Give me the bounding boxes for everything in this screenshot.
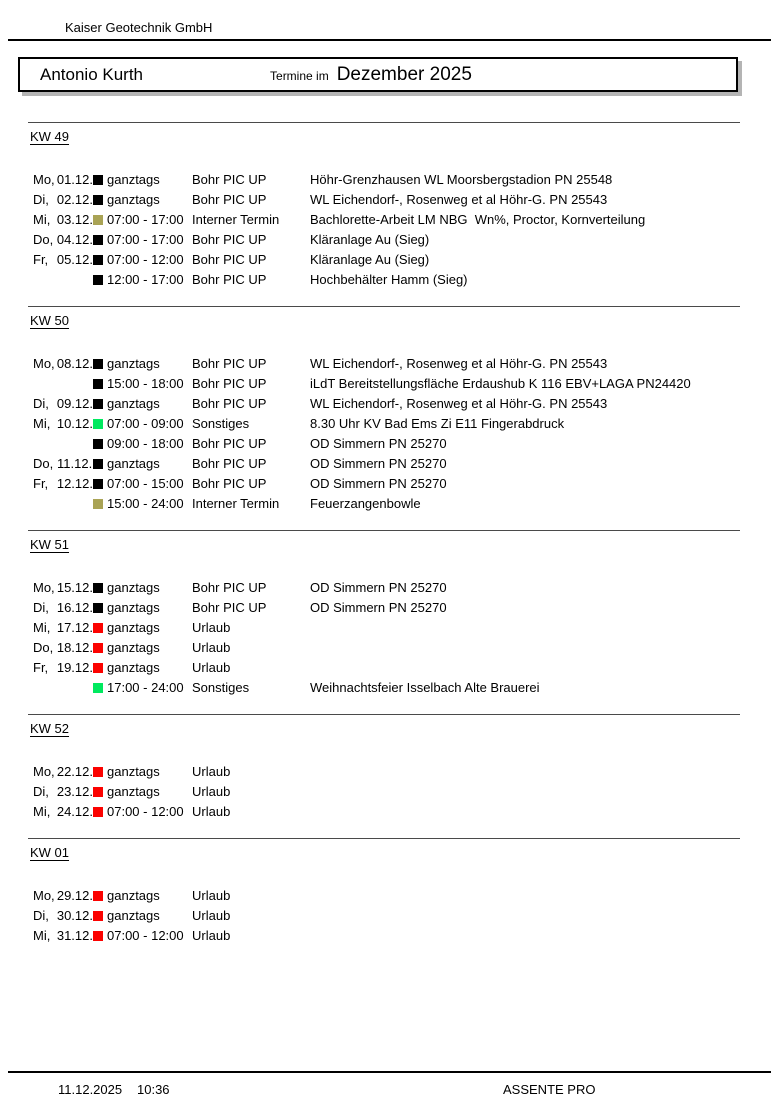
event-date: 30.12. [56, 908, 93, 923]
event-time: 07:00 - 15:00 [107, 476, 184, 491]
section-rule [28, 122, 740, 123]
event-row [0, 374, 780, 394]
event-description: OD Simmern PN 25270 [310, 600, 447, 615]
event-day [33, 474, 93, 494]
event-color-square [93, 499, 103, 509]
event-description: OD Simmern PN 25270 [310, 436, 447, 451]
event-day-abbr: Di, [33, 784, 49, 799]
event-category: Sonstiges [192, 416, 250, 431]
event-time: ganztags [107, 600, 160, 615]
week-label: KW 51 [30, 537, 70, 552]
event-description: OD Simmern PN 25270 [310, 456, 447, 471]
week-section [0, 122, 780, 290]
event-day-abbr: Fr, [33, 660, 49, 675]
event-row [0, 270, 780, 290]
event-row [0, 782, 780, 802]
company-name: Kaiser Geotechnik GmbH [65, 20, 213, 35]
event-day [33, 354, 93, 374]
event-day-abbr: Do, [33, 232, 54, 247]
footer-app-name: ASSENTE PRO [503, 1082, 596, 1097]
event-color-square [93, 379, 103, 389]
event-day [33, 190, 93, 210]
event-date: 17.12. [56, 620, 93, 635]
event-color-square [93, 419, 103, 429]
event-row [0, 354, 780, 374]
event-day [33, 170, 93, 190]
event-color-square [93, 683, 103, 693]
event-color-square [93, 931, 103, 941]
event-row [0, 190, 780, 210]
event-day [33, 782, 93, 802]
event-date: 12.12. [56, 476, 93, 491]
event-description: WL Eichendorf-, Rosenweg et al Höhr-G. PN 25543 [310, 192, 608, 207]
event-color-square [93, 439, 103, 449]
event-color-square [93, 215, 103, 225]
title-box [18, 57, 738, 92]
event-date: 11.12. [57, 456, 93, 471]
event-color-square [93, 603, 103, 613]
section-rows [0, 354, 780, 514]
event-day-abbr: Di, [33, 600, 49, 615]
event-category: Bohr PIC UP [192, 192, 267, 207]
event-time: ganztags [107, 192, 160, 207]
event-time: ganztags [107, 888, 160, 903]
event-day [33, 250, 93, 270]
event-color-square [93, 359, 103, 369]
event-day-abbr: Mo, [33, 888, 55, 903]
event-time: 07:00 - 12:00 [107, 252, 184, 267]
event-date: 10.12. [56, 416, 93, 431]
event-category: Sonstiges [192, 680, 250, 695]
event-day-abbr: Do, [33, 640, 54, 655]
event-time: 15:00 - 24:00 [107, 496, 184, 511]
event-time: ganztags [107, 396, 160, 411]
event-row [0, 434, 780, 454]
event-row [0, 886, 780, 906]
event-day-abbr: Di, [33, 396, 49, 411]
event-date: 19.12. [56, 660, 93, 675]
event-row [0, 474, 780, 494]
event-color-square [93, 583, 103, 593]
event-row [0, 658, 780, 678]
event-day [33, 578, 93, 598]
event-row [0, 250, 780, 270]
event-color-square [93, 643, 103, 653]
event-time: ganztags [107, 356, 160, 371]
event-description: Weihnachtsfeier Isselbach Alte Brauerei [310, 680, 540, 695]
event-date: 29.12. [56, 888, 93, 903]
event-row [0, 394, 780, 414]
week-label: KW 49 [30, 129, 70, 144]
event-time: ganztags [107, 172, 160, 187]
event-category: Bohr PIC UP [192, 456, 267, 471]
event-category: Bohr PIC UP [192, 376, 267, 391]
event-day [33, 618, 93, 638]
event-day [33, 598, 93, 618]
event-date: 24.12. [56, 804, 93, 819]
event-date: 22.12. [56, 764, 93, 779]
event-time: 17:00 - 24:00 [107, 680, 184, 695]
week-section [0, 838, 780, 946]
event-color-square [93, 891, 103, 901]
event-description: Bachlorette-Arbeit LM NBG Wn%, Proctor, Kornverteilung [310, 212, 646, 227]
event-time: ganztags [107, 764, 160, 779]
event-row [0, 678, 780, 698]
event-category: Urlaub [192, 908, 231, 923]
event-day [33, 802, 93, 822]
event-date: 02.12. [56, 192, 93, 207]
section-rows [0, 170, 780, 290]
event-day [33, 658, 93, 678]
event-row [0, 906, 780, 926]
event-time: ganztags [107, 640, 160, 655]
section-rows [0, 762, 780, 822]
event-category: Bohr PIC UP [192, 600, 267, 615]
event-color-square [93, 275, 103, 285]
event-category: Urlaub [192, 640, 231, 655]
event-category: Bohr PIC UP [192, 476, 267, 491]
event-description: iLdT Bereitstellungsfläche Erdaushub K 116 EBV+LAGA PN24420 [310, 376, 691, 391]
event-date: 09.12. [56, 396, 93, 411]
event-row [0, 170, 780, 190]
event-time: ganztags [107, 784, 160, 799]
event-description: OD Simmern PN 25270 [310, 580, 447, 595]
event-time: 07:00 - 12:00 [107, 804, 184, 819]
event-color-square [93, 807, 103, 817]
event-category: Interner Termin [192, 496, 280, 511]
event-color-square [93, 787, 103, 797]
event-category: Bohr PIC UP [192, 272, 267, 287]
event-time: ganztags [107, 908, 160, 923]
footer-print-time: 10:36 [137, 1082, 170, 1097]
event-category: Urlaub [192, 660, 231, 675]
event-row [0, 618, 780, 638]
week-label: KW 01 [30, 845, 70, 860]
event-day-abbr: Mo, [33, 764, 55, 779]
event-day-abbr: Mi, [33, 416, 51, 431]
event-row [0, 926, 780, 946]
event-day [33, 210, 93, 230]
event-date: 05.12. [56, 252, 93, 267]
event-category: Bohr PIC UP [192, 172, 267, 187]
event-day-abbr: Mi, [33, 928, 51, 943]
event-time: 09:00 - 18:00 [107, 436, 184, 451]
event-category: Urlaub [192, 620, 231, 635]
event-day-abbr: Di, [33, 908, 49, 923]
event-description: Höhr-Grenzhausen WL Moorsbergstadion PN 25548 [310, 172, 613, 187]
event-row [0, 414, 780, 434]
event-category: Bohr PIC UP [192, 580, 267, 595]
event-category: Urlaub [192, 804, 231, 819]
event-date: 08.12. [56, 356, 93, 371]
event-time: 15:00 - 18:00 [107, 376, 184, 391]
event-row [0, 210, 780, 230]
week-label: KW 50 [30, 313, 70, 328]
event-color-square [93, 479, 103, 489]
event-day [33, 886, 93, 906]
event-color-square [93, 911, 103, 921]
event-time: ganztags [107, 620, 160, 635]
event-day-abbr: Fr, [33, 476, 49, 491]
title-month: Dezember 2025 [336, 64, 472, 85]
week-section [0, 306, 780, 514]
week-label: KW 52 [30, 721, 70, 736]
event-category: Urlaub [192, 888, 231, 903]
event-color-square [93, 767, 103, 777]
section-rule [28, 306, 740, 307]
event-color-square [93, 623, 103, 633]
event-description: 8.30 Uhr KV Bad Ems Zi E11 Fingerabdruck [310, 416, 565, 431]
event-category: Bohr PIC UP [192, 252, 267, 267]
event-day [33, 638, 93, 658]
event-day [33, 926, 93, 946]
event-time: 12:00 - 17:00 [107, 272, 184, 287]
section-rows [0, 578, 780, 698]
event-description: WL Eichendorf-, Rosenweg et al Höhr-G. PN 25543 [310, 396, 608, 411]
event-time: 07:00 - 12:00 [107, 928, 184, 943]
event-date: 16.12. [56, 600, 93, 615]
event-color-square [93, 459, 103, 469]
sections [0, 122, 780, 962]
event-category: Urlaub [192, 764, 231, 779]
section-rule [28, 714, 740, 715]
event-day-abbr: Mi, [33, 620, 51, 635]
event-day-abbr: Mi, [33, 212, 51, 227]
event-description: OD Simmern PN 25270 [310, 476, 447, 491]
event-color-square [93, 175, 103, 185]
event-day-abbr: Mo, [33, 172, 55, 187]
event-time: 07:00 - 17:00 [107, 232, 184, 247]
event-date: 23.12. [56, 784, 93, 799]
event-date: 03.12. [56, 212, 93, 227]
event-color-square [93, 255, 103, 265]
footer-rule [8, 1071, 771, 1073]
event-date: 31.12. [56, 928, 93, 943]
section-rule [28, 530, 740, 531]
event-description: WL Eichendorf-, Rosenweg et al Höhr-G. PN 25543 [310, 356, 608, 371]
week-section [0, 714, 780, 822]
event-description: Feuerzangenbowle [310, 496, 421, 511]
event-row [0, 230, 780, 250]
event-row [0, 762, 780, 782]
event-time: 07:00 - 17:00 [107, 212, 184, 227]
event-row [0, 578, 780, 598]
event-row [0, 598, 780, 618]
event-color-square [93, 195, 103, 205]
event-day-abbr: Mi, [33, 804, 51, 819]
person-name: Antonio Kurth [40, 65, 144, 84]
event-day-abbr: Fr, [33, 252, 49, 267]
event-day-abbr: Mo, [33, 356, 55, 371]
event-date: 15.12. [56, 580, 93, 595]
event-day [33, 906, 93, 926]
event-color-square [93, 399, 103, 409]
event-time: ganztags [107, 456, 160, 471]
event-description: Hochbehälter Hamm (Sieg) [310, 272, 468, 287]
event-description: Kläranlage Au (Sieg) [310, 252, 430, 267]
week-section [0, 530, 780, 698]
event-day-abbr: Di, [33, 192, 49, 207]
event-row [0, 494, 780, 514]
event-time: ganztags [107, 660, 160, 675]
event-row [0, 454, 780, 474]
title-prefix: Termine im [270, 69, 329, 83]
event-time: ganztags [107, 580, 160, 595]
event-date: 01.12. [56, 172, 93, 187]
event-category: Urlaub [192, 784, 231, 799]
event-day [33, 394, 93, 414]
event-day [33, 454, 93, 474]
event-category: Urlaub [192, 928, 231, 943]
event-time: 07:00 - 09:00 [107, 416, 184, 431]
event-color-square [93, 663, 103, 673]
event-row [0, 638, 780, 658]
event-date: 18.12. [56, 640, 93, 655]
event-day [33, 762, 93, 782]
event-category: Bohr PIC UP [192, 232, 267, 247]
event-description: Kläranlage Au (Sieg) [310, 232, 430, 247]
event-category: Bohr PIC UP [192, 396, 267, 411]
section-rows [0, 886, 780, 946]
header-rule [8, 39, 771, 41]
event-day [33, 230, 93, 250]
event-category: Interner Termin [192, 212, 280, 227]
event-day-abbr: Mo, [33, 580, 55, 595]
event-day [33, 414, 93, 434]
event-day-abbr: Do, [33, 456, 54, 471]
footer-print-date: 11.12.2025 [58, 1082, 123, 1097]
event-color-square [93, 235, 103, 245]
section-rule [28, 838, 740, 839]
event-date: 04.12. [56, 232, 93, 247]
event-row [0, 802, 780, 822]
event-category: Bohr PIC UP [192, 356, 267, 371]
event-category: Bohr PIC UP [192, 436, 267, 451]
